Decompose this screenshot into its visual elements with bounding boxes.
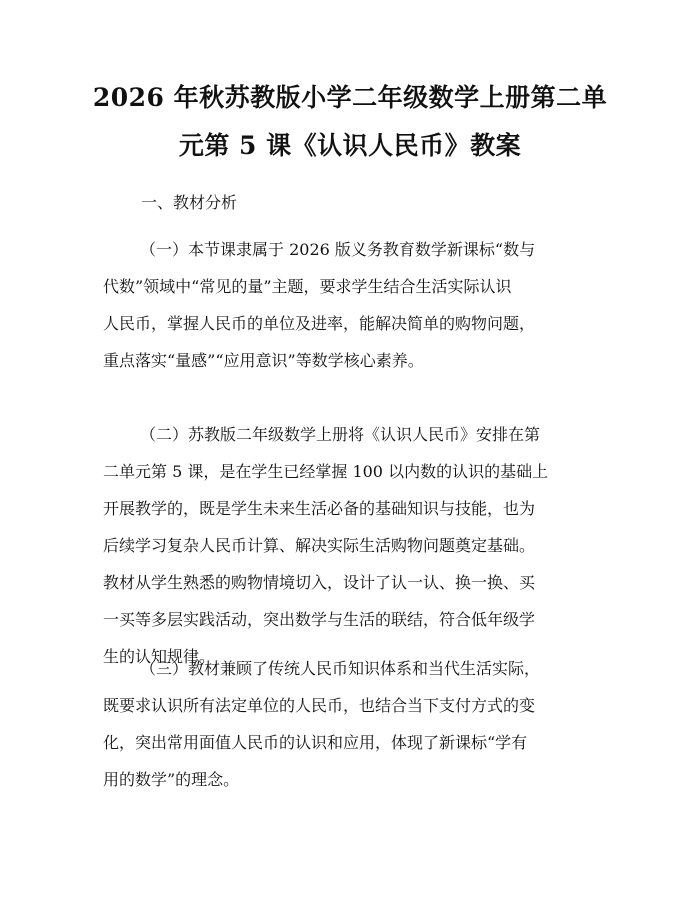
paragraph-line: 开展教学的，既是学生未来生活必备的基础知识与技能，也为 xyxy=(103,499,536,518)
document-title-line-1: 2026 年秋苏教版小学二年级数学上册第二单 xyxy=(92,83,608,112)
paragraph-line: （二）苏教版二年级数学上册将《认识人民币》安排在第 xyxy=(140,425,541,444)
paragraph-line: 人民币，掌握人民币的单位及进率，能解决简单的购物问题， xyxy=(103,314,536,333)
paragraph-2 xyxy=(103,416,598,675)
paragraph-line: 代数”领域中“常见的量”主题，要求学生结合生活实际认识 xyxy=(103,277,512,296)
paragraph-line: （一）本节课隶属于 2026 版义务教育数学新课标“数与 xyxy=(140,240,536,259)
section-heading: 一、教材分析 xyxy=(141,193,238,212)
paragraph-line: 化，突出常用面值人民币的认识和应用，体现了新课标“学有 xyxy=(103,733,528,752)
paragraph-1 xyxy=(103,231,598,379)
paragraph-line: 二单元第 5 课，是在学生已经掌握 100 以内数的认识的基础上 xyxy=(103,462,549,481)
paragraph-line: 既要求认识所有法定单位的人民币，也结合当下支付方式的变 xyxy=(103,696,536,715)
document-title-line-2: 元第 5 课《认识人民币》教案 xyxy=(178,131,522,160)
paragraph-line: 教材从学生熟悉的购物情境切入，设计了认一认、换一换、买 xyxy=(103,573,536,592)
paragraph-line: 生的认知规律。 xyxy=(103,647,216,666)
paragraph-line: 重点落实“量感”“应用意识”等数学核心素养。 xyxy=(103,351,424,370)
paragraph-3 xyxy=(103,650,598,798)
paragraph-line: 后续学习复杂人民币计算、解决实际生活购物问题奠定基础。 xyxy=(103,536,536,555)
paragraph-line: （三）教材兼顾了传统人民币知识体系和当代生活实际， xyxy=(140,659,541,678)
paragraph-line: 用的数学”的理念。 xyxy=(103,770,240,789)
paragraph-line: 一买等多层实践活动，突出数学与生活的联结，符合低年级学 xyxy=(103,610,536,629)
